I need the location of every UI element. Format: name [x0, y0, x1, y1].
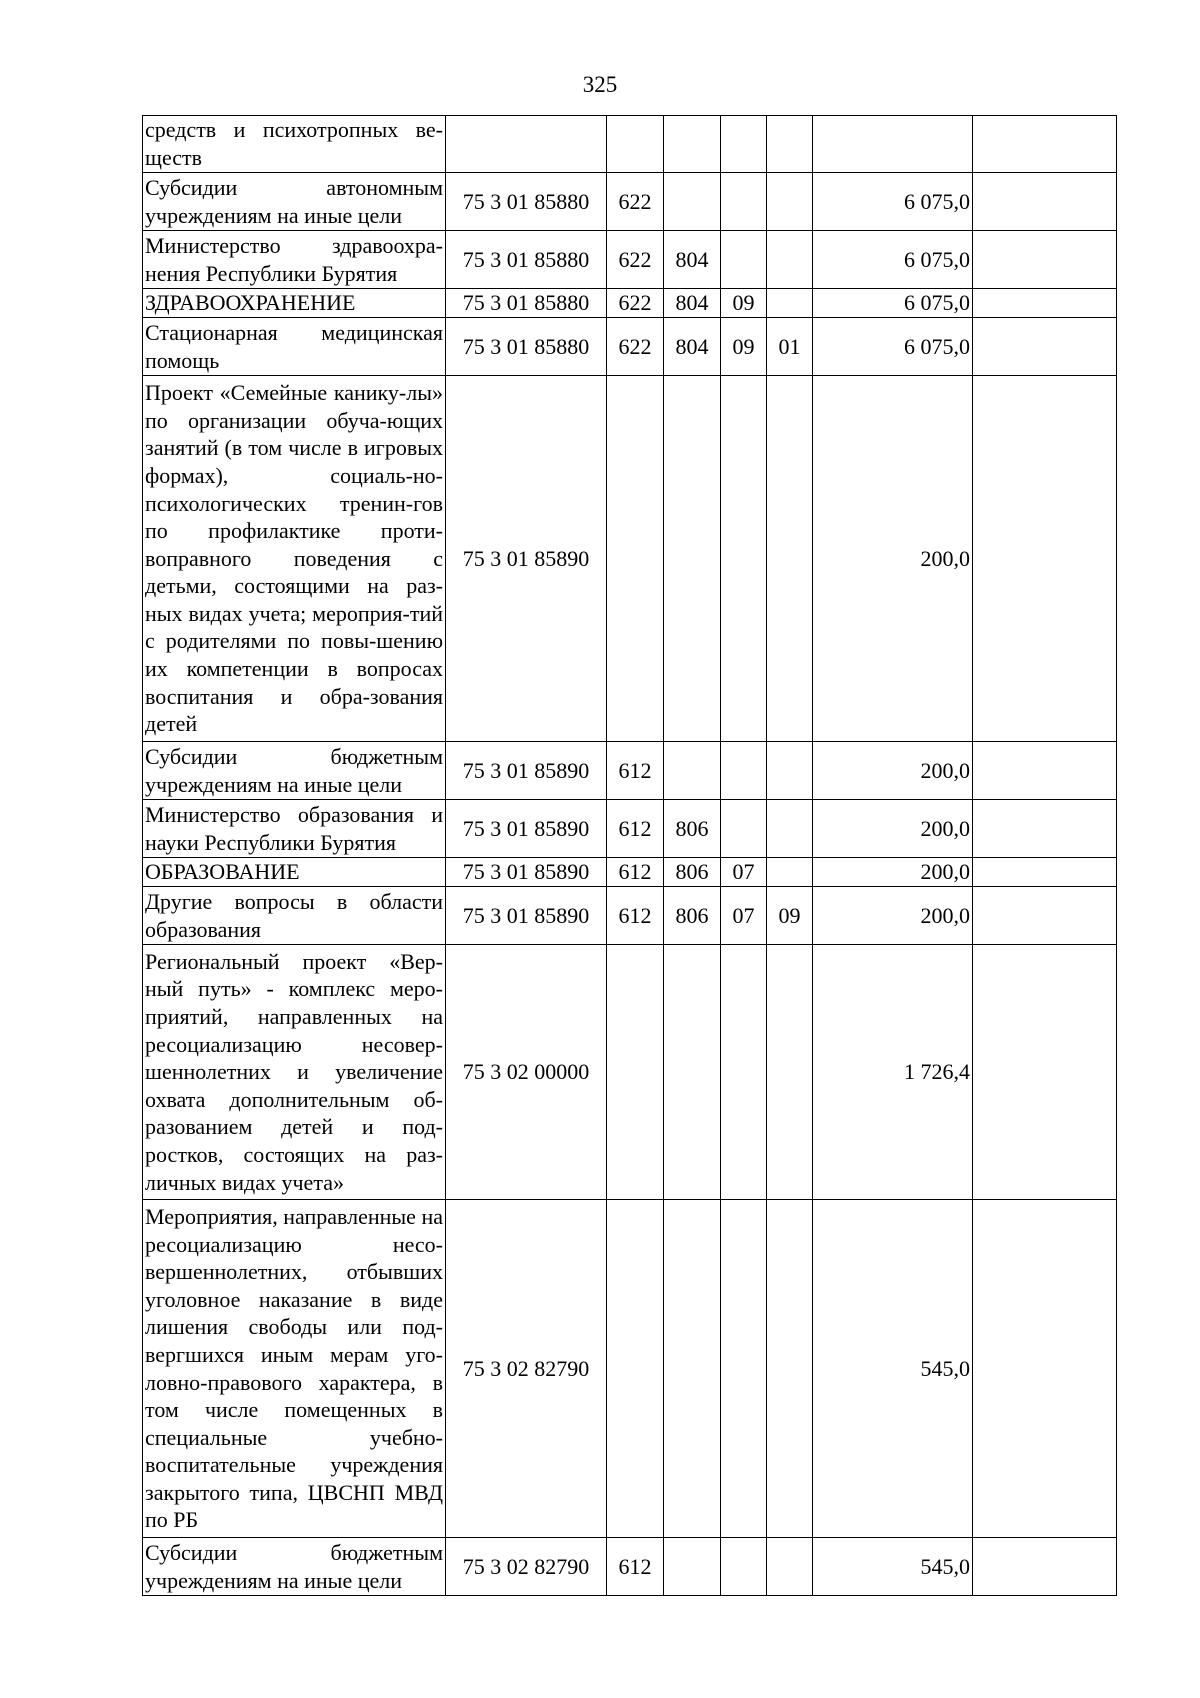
amount: 545,0	[813, 1200, 973, 1538]
ministry-code: 806	[664, 800, 721, 858]
table-row	[143, 887, 1117, 945]
expense-type: 622	[607, 289, 664, 318]
extra-amount	[973, 318, 1117, 376]
amount: 200,0	[813, 800, 973, 858]
ministry-code	[664, 945, 721, 1200]
expense-type: 622	[607, 231, 664, 289]
expense-type: 622	[607, 173, 664, 231]
expense-type: 612	[607, 800, 664, 858]
subsection-code	[767, 289, 813, 318]
extra-amount	[973, 887, 1117, 945]
row-name: Министерство образования и науки Республики Бурятия	[143, 800, 446, 858]
table-row	[143, 173, 1117, 231]
section-code: 09	[721, 318, 767, 376]
extra-amount	[973, 231, 1117, 289]
extra-amount	[973, 173, 1117, 231]
row-name: средств и психотропных ве-ществ	[143, 116, 446, 173]
table-row	[143, 376, 1117, 742]
table-row	[143, 231, 1117, 289]
section-code	[721, 1200, 767, 1538]
section-code	[721, 173, 767, 231]
target-article-code: 75 3 01 85890	[446, 858, 607, 887]
ministry-code	[664, 376, 721, 742]
amount: 6 075,0	[813, 173, 973, 231]
section-code	[721, 742, 767, 800]
section-code	[721, 800, 767, 858]
target-article-code: 75 3 02 82790	[446, 1538, 607, 1596]
amount: 200,0	[813, 858, 973, 887]
ministry-code	[664, 1200, 721, 1538]
table-row	[143, 289, 1117, 318]
section-code: 09	[721, 289, 767, 318]
subsection-code	[767, 945, 813, 1200]
section-code	[721, 1538, 767, 1596]
section-code	[721, 231, 767, 289]
ministry-code	[664, 173, 721, 231]
extra-amount	[973, 945, 1117, 1200]
amount: 200,0	[813, 742, 973, 800]
extra-amount	[973, 376, 1117, 742]
subsection-code	[767, 800, 813, 858]
target-article-code: 75 3 01 85880	[446, 231, 607, 289]
subsection-code	[767, 376, 813, 742]
expense-type: 612	[607, 858, 664, 887]
ministry-code: 806	[664, 858, 721, 887]
ministry-code	[664, 116, 721, 173]
extra-amount	[973, 1200, 1117, 1538]
table-row	[143, 742, 1117, 800]
expense-type: 612	[607, 1538, 664, 1596]
amount: 6 075,0	[813, 318, 973, 376]
section-code: 07	[721, 858, 767, 887]
expense-type	[607, 376, 664, 742]
extra-amount	[973, 858, 1117, 887]
ministry-code: 804	[664, 289, 721, 318]
target-article-code: 75 3 01 85880	[446, 173, 607, 231]
target-article-code: 75 3 01 85890	[446, 887, 607, 945]
target-article-code: 75 3 01 85890	[446, 742, 607, 800]
subsection-code	[767, 173, 813, 231]
target-article-code: 75 3 01 85880	[446, 318, 607, 376]
table-row	[143, 1200, 1117, 1538]
amount: 200,0	[813, 887, 973, 945]
subsection-code: 09	[767, 887, 813, 945]
table-row	[143, 945, 1117, 1200]
row-name: Субсидии автономным учреждениям на иные цели	[143, 173, 446, 231]
target-article-code: 75 3 01 85880	[446, 289, 607, 318]
amount: 6 075,0	[813, 231, 973, 289]
amount	[813, 116, 973, 173]
expense-type	[607, 945, 664, 1200]
target-article-code: 75 3 02 00000	[446, 945, 607, 1200]
expense-type	[607, 1200, 664, 1538]
table-row	[143, 318, 1117, 376]
amount: 1 726,4	[813, 945, 973, 1200]
ministry-code: 806	[664, 887, 721, 945]
expense-type: 612	[607, 887, 664, 945]
extra-amount	[973, 116, 1117, 173]
row-name: Мероприятия, направленные на ресоциализацию несо-вершеннолетних, отбывших уголовное наказание в виде лишения свободы или под-вергшихся иным мерам уго-ловно-правового характера, в том числе помещенных в специальные учебно-воспитательные учреждения закрытого типа, ЦВСНП МВД по РБ	[143, 1200, 446, 1538]
row-name: Региональный проект «Вер-ный путь» - комплекс меро-приятий, направленных на ресоциализацию несовер-шеннолетних и увеличение охвата дополнительным об-разованием детей и под-ростков, состоящих на раз-личных видах учета»	[143, 945, 446, 1200]
page-number: 325	[582, 72, 618, 97]
row-name: Субсидии бюджетным учреждениям на иные цели	[143, 742, 446, 800]
table-row	[143, 858, 1117, 887]
budget-table	[142, 115, 1117, 1596]
amount: 545,0	[813, 1538, 973, 1596]
table-row	[143, 116, 1117, 173]
table-row	[143, 800, 1117, 858]
extra-amount	[973, 289, 1117, 318]
section-code: 07	[721, 887, 767, 945]
section-code	[721, 945, 767, 1200]
section-code	[721, 376, 767, 742]
section-code	[721, 116, 767, 173]
target-article-code: 75 3 02 82790	[446, 1200, 607, 1538]
expense-type	[607, 116, 664, 173]
extra-amount	[973, 800, 1117, 858]
subsection-code	[767, 1538, 813, 1596]
table-row	[143, 1538, 1117, 1596]
extra-amount	[973, 1538, 1117, 1596]
target-article-code: 75 3 01 85890	[446, 800, 607, 858]
subsection-code	[767, 858, 813, 887]
amount: 200,0	[813, 376, 973, 742]
target-article-code: 75 3 01 85890	[446, 376, 607, 742]
row-name: Министерство здравоохра-нения Республики Бурятия	[143, 231, 446, 289]
subsection-code: 01	[767, 318, 813, 376]
subsection-code	[767, 116, 813, 173]
ministry-code: 804	[664, 318, 721, 376]
ministry-code	[664, 1538, 721, 1596]
ministry-code: 804	[664, 231, 721, 289]
ministry-code	[664, 742, 721, 800]
target-article-code	[446, 116, 607, 173]
amount: 6 075,0	[813, 289, 973, 318]
row-name: ОБРАЗОВАНИЕ	[143, 858, 446, 887]
row-name: Стационарная медицинская помощь	[143, 318, 446, 376]
row-name: Проект «Семейные канику-лы» по организации обуча-ющих занятий (в том числе в игровых формах), социаль-но-психологических тренин-гов по профилактике проти-воправного поведения с детьми, состоящими на раз-ных видах учета; мероприя-тий с родителями по повы-шению их компетенции в вопросах воспитания и обра-зования детей	[143, 376, 446, 742]
row-name: Субсидии бюджетным учреждениям на иные цели	[143, 1538, 446, 1596]
expense-type: 612	[607, 742, 664, 800]
subsection-code	[767, 742, 813, 800]
expense-type: 622	[607, 318, 664, 376]
extra-amount	[973, 742, 1117, 800]
row-name: ЗДРАВООХРАНЕНИЕ	[143, 289, 446, 318]
subsection-code	[767, 1200, 813, 1538]
row-name: Другие вопросы в области образования	[143, 887, 446, 945]
subsection-code	[767, 231, 813, 289]
